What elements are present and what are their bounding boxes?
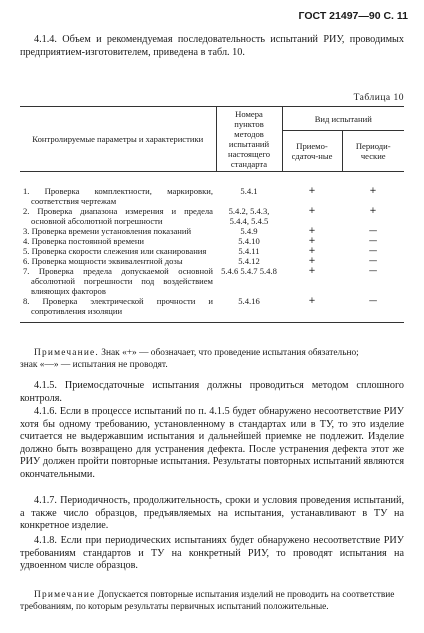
row-periodic: + (369, 186, 377, 196)
table-row (20, 206, 404, 226)
header-params: Контролируемые параметры и характеристики (20, 107, 216, 172)
table-row (20, 172, 404, 207)
row-items: 5.4.2, 5.4.3, 5.4.4, 5.4.5 (228, 206, 270, 226)
row-items: 5.4.10 (238, 236, 260, 246)
row-name: 4. Проверка постоянной времени (23, 236, 145, 246)
row-acceptance: + (282, 296, 342, 323)
row-periodic: — (368, 266, 378, 276)
final-note: Примечание Допускается повторные испытания изделий не проводить на соответствие требованиям, по которым результаты первичных испытаний положительные. (20, 590, 395, 612)
row-periodic: — (368, 236, 378, 246)
row-items: 5.4.11 (238, 246, 260, 256)
row-periodic: — (368, 256, 378, 266)
row-name: 1. Проверка комплектности, маркировки, соответствия чертежам (23, 186, 213, 206)
paragraph-4-1-4: 4.1.4. Объем и рекомендуемая последовательность испытаний РИУ, проводимых предприятием-изготовителем, приведена в табл. 10. (20, 34, 404, 58)
row-acceptance: + (308, 256, 316, 266)
paragraph-4-1-8: 4.1.8. Если при периодических испытаниях будет обнаружено несоответствие РИУ требованиям стандартов и ТУ на конкретный РИУ, то проводят испытания на удвоенном числе образцов. (20, 535, 404, 572)
table-note: Примечание. Знак «+» — обозначает, что проведение испытания обязательно; знак «—» — испытания не проводят. (20, 348, 359, 370)
row-items: 5.4.16 (216, 296, 282, 323)
row-name: 3. Проверка времени установления показаний (23, 226, 192, 236)
row-name: 5. Проверка скорости слежения или сканирования (23, 246, 207, 256)
table-row (20, 256, 404, 266)
table-10 (20, 106, 404, 323)
table-row (20, 236, 404, 246)
header-acceptance: Приемо-сдаточ-ные (282, 131, 342, 172)
paragraph-4-1-5: 4.1.5. Приемосдаточные испытания должны проводиться методом сплошного контроля. (20, 380, 404, 404)
row-name: 8. Проверка электрической прочности и сопротивления изоляции (23, 296, 213, 316)
row-periodic: — (342, 296, 404, 323)
header-items: Номера пунктов методов испытаний настоящего стандарта (216, 107, 282, 172)
row-acceptance: + (308, 236, 316, 246)
row-items: 5.4.9 (240, 226, 258, 236)
row-name: 2. Проверка диапазона измерения и предела основной абсолютной погрешности (23, 206, 213, 226)
table-row (20, 266, 404, 296)
row-periodic: + (369, 206, 377, 216)
header-kind: Вид испытаний (282, 107, 404, 131)
row-items: 5.4.12 (238, 256, 260, 266)
document-header: ГОСТ 21497—90 С. 11 (298, 10, 408, 22)
row-items: 5.4.1 (240, 186, 258, 196)
row-periodic: — (368, 246, 378, 256)
table-row (20, 246, 404, 256)
row-acceptance: + (308, 226, 316, 236)
paragraph-4-1-7: 4.1.7. Периодичность, продолжительность, сроки и условия проведения испытаний, а также число образцов, предъявляемых на испытания, устанавливают в ТУ на конкретное изделие. (20, 495, 404, 532)
table-row (20, 296, 404, 323)
row-items: 5.4.6 5.4.7 5.4.8 (221, 266, 277, 276)
final-note-label: Примечание (34, 590, 96, 600)
row-acceptance: + (308, 186, 316, 196)
row-periodic: — (368, 226, 378, 236)
row-name: 6. Проверка мощности эквивалентной дозы (23, 256, 183, 266)
header-periodic: Периоди-ческие (342, 131, 404, 172)
table-caption: Таблица 10 (353, 93, 404, 103)
table-row (20, 226, 404, 236)
row-name: 7. Проверка предела допускаемой основной абсолютной погрешности под воздействием влияющих факторов (23, 266, 213, 296)
row-acceptance: + (308, 266, 316, 276)
paragraph-4-1-6: 4.1.6. Если в процессе испытаний по п. 4.1.5 будет обнаружено несоответствие РИУ хотя бы одному требованию, установленному в стандартах или в ТУ, то это изделие считается не выдержавшим испытания и дальнейшей приемке не подлежит. Изделие должно быть возвращено для устранения дефекта. После устранения дефекта этот же РИУ должен пройти повторные испытания. Результаты повторных испытаний являются окончательными. (20, 406, 404, 480)
row-acceptance: + (308, 206, 316, 216)
row-acceptance: + (308, 246, 316, 256)
table-note-label: Примечание. (34, 348, 99, 358)
